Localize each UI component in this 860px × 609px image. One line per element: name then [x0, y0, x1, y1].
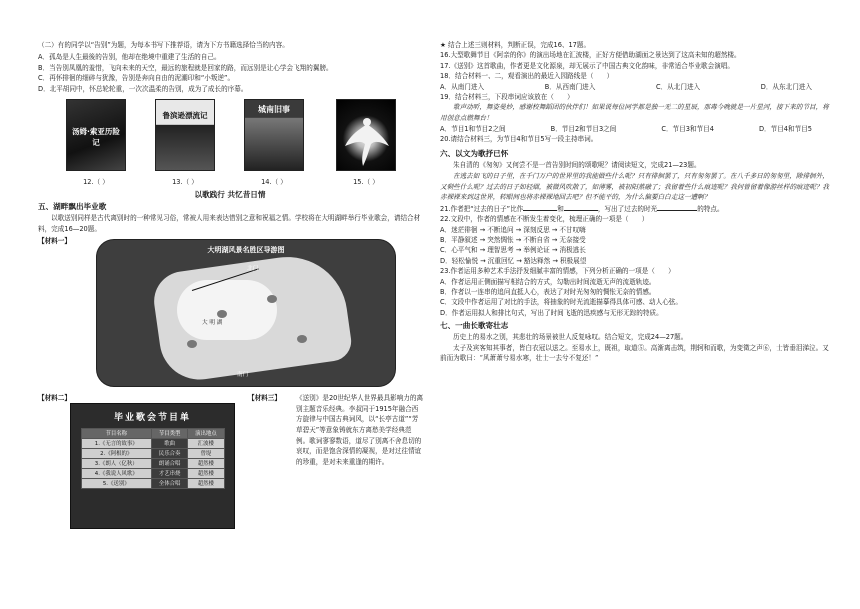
- q21-blank-1[interactable]: [523, 203, 557, 211]
- program-row: [81, 478, 224, 488]
- q19-option-b: B．节目2和节目3之间: [550, 124, 617, 133]
- question-18-options: [440, 82, 832, 92]
- program-header: 演出地点: [188, 428, 224, 438]
- map-island: [187, 340, 197, 348]
- book-cover-robinson: [155, 99, 215, 171]
- map-label-south-gate: 南门: [237, 371, 249, 378]
- q23-option-c: C．文段中作者运用了对比的手法，将抽象的时光流逝描摹得具体可感、动人心弦。: [440, 298, 682, 307]
- cover-title: 城南旧事: [258, 105, 290, 115]
- program-title: 毕业歌会节目单: [113, 412, 191, 423]
- section-7-title: 七、一曲长歌寄壮志: [440, 321, 509, 331]
- question-17: 17.《送别》这首歌曲，作者更是文化源泉，却无展示了中国古典文化韵味，非常适合毕业歌会演唱。: [440, 61, 735, 70]
- materials-2-3: [38, 393, 422, 538]
- program-cell: 汇波楼: [188, 438, 224, 448]
- program-cell: 曾堤: [188, 448, 224, 458]
- star-intro: ★ 结合上述三则材料，判断正误，完成16、17题。: [440, 41, 591, 49]
- map-label-lake: 大 明 湖: [202, 319, 223, 326]
- question-19: 19．结合材料三，下段串词应该放在（ ）: [440, 93, 574, 102]
- map-island: [217, 310, 227, 318]
- cover-title: 鲁滨逊漂流记: [162, 111, 208, 121]
- program-row: [81, 458, 224, 468]
- right-column: [440, 40, 832, 602]
- program-header: 节目类型: [151, 428, 187, 438]
- program-cell: 3.《朗人（亿秋）: [81, 458, 151, 468]
- section-7-intro: 历史上的易水之别，其悲壮的场景被世人反复咏叹。结合短文，完成24—27题。: [453, 333, 688, 342]
- question-20: 20.请结合材料三，为节目4和节目5写一段主持串词。: [440, 135, 598, 144]
- question-21: [440, 203, 832, 214]
- bird-icon: [337, 100, 396, 171]
- material-2-label: 【材料二】: [38, 393, 71, 402]
- program-header: 节目名称: [81, 428, 151, 438]
- option-a: A．孤岛是人生最後的告别，他却在绝境中重建了生活的自己。: [38, 53, 221, 62]
- section-5-title: 五、湖畔飘出毕业歌: [38, 202, 107, 212]
- q21-blank-3[interactable]: [657, 203, 697, 211]
- left-column: [38, 40, 422, 602]
- program-cell: 歌曲: [151, 438, 187, 448]
- program-sheet: [70, 403, 235, 529]
- part-title: 以歌践行 共忆昔日情: [194, 190, 266, 200]
- material-3: [248, 393, 424, 468]
- program-row: [81, 438, 224, 448]
- option-d: D．北平胡同中，怀总轮轮重，一次次温柔的告别，成为了成长的序幕。: [38, 84, 248, 93]
- program-table: [81, 428, 225, 489]
- q22-option-a: A．迷茫徘徊 → 不断追问 → 深刻反思 → 不甘叹嗨: [440, 225, 586, 234]
- book-cover-tom-sawyer: [66, 99, 126, 171]
- q23-option-b: B．作者以一连串的追问直抵人心，表达了对时光匆匆的惆怅无奈的情感。: [440, 288, 656, 297]
- cover-label-14: 14.（ ）: [261, 178, 287, 187]
- section-6-intro: 朱自清的《匆匆》又何尝不是一首告别时间的颂歌呢？请阅读短文，完成21—23题。: [453, 161, 701, 170]
- material-3-label: 【材料三】: [248, 393, 281, 402]
- q18-option-b: B．从西南门进入: [544, 82, 596, 91]
- question-23: 23.作者运用多种艺术手法抒发细腻丰富的情感，下列分析正确的一项是（ ）: [440, 267, 675, 276]
- lake-map: [96, 239, 396, 387]
- option-c: C．再怀排徊的细碎与犹豫，告别是奔向自由的泥潮印和“小叛逆”。: [38, 74, 235, 83]
- cover-label-12: 12.（ ）: [83, 178, 109, 187]
- q21-part: 21.作者把“过去的日子”比作: [440, 204, 524, 213]
- classical-passage: 太子及宾客知其事者，皆白衣冠以送之。至易水上，既祖，取道⑤。高渐离击筑，荆轲和而歌，为变徵之声⑥，士皆垂泪涕泣。又前而为歌曰：“风萧萧兮易水寒，壮士一去兮不复还！”: [440, 343, 829, 363]
- question-19-options: [440, 124, 832, 134]
- q22-option-b: B．平静叙述 → 突然惆怅 → 不断自省 → 无奈接受: [440, 236, 586, 245]
- program-cell: 4.《我说人风歌》: [81, 468, 151, 478]
- material-1-label: 【材料一】: [38, 237, 71, 246]
- program-cell: 超然楼: [188, 458, 224, 468]
- q18-option-a: A．从南门进入: [440, 82, 485, 91]
- program-row: [81, 448, 224, 458]
- q18-option-c: C．从北门进入: [655, 82, 701, 91]
- program-row: [81, 468, 224, 478]
- map-island: [267, 295, 277, 303]
- program-cell: 2.《阿根的》: [81, 448, 151, 458]
- q23-option-d: D．作者运用拟人和排比句式，写出了时间飞逝的迅疾感与无形无踪的特质。: [440, 308, 663, 317]
- q18-option-d: D．从东北门进入: [760, 82, 812, 91]
- section-5-intro: 以歌送别同样是古代离别时的一种常见习俗，常被人用来表达惜别之意和祝福之情。学校将在大明湖畔举行毕业歌会，请结合材料，完成16—20题。: [38, 214, 421, 233]
- q23-option-a: A．作者运用正侧面描写相结合的方式，勾勒出时间流逝无声的流逝轨迹。: [440, 277, 656, 286]
- book-cover-bird: [336, 99, 396, 171]
- book-cover-old-beijing: [244, 99, 304, 171]
- question-16: 16.大型歌舞节目《阿亲的你》的演出场地在汇波楼，正好方便借助湖面之景达到了这高未知的超然楼。: [440, 51, 741, 60]
- q19-option-c: C．节目3和节目4: [661, 124, 714, 133]
- question-22: 22.文段中，作者的情感在不断发生着变化，梳理正确的一项是（ ）: [440, 215, 649, 224]
- program-cell: 超然楼: [188, 478, 224, 488]
- material-3-text: 《送别》是20世纪华人世界最具影响力的离别主题音乐经典。李叔同于1915年融合西方旋律与中国古典词风，以“长亭古道”“芳草碧天”等意象铸就东方离愁美学经典范例。歌词寥寥数语，道尽了别离不舍息切的哀叹，而是饱含深情的凝视，是对过往情谊的珍重，是对未来重逢的期许。: [296, 394, 424, 466]
- q22-option-d: D．轻松愉悦 → 沉重回忆 → 豁达释然 → 积极展望: [440, 256, 587, 265]
- q19-option-d: D．节目4和节目5: [758, 124, 812, 133]
- passage-cong-cong: 在逃去如飞的日子里，在千门万户的世界里的我能做些什么呢？只有徘徊罢了，只有匆匆罢了。在八千多日的匆匆里，除徘徊外，又剩些什么呢？过去的日子如轻烟，被微风吹散了，如薄雾，被初阳蒸融了；我留着些什么痕迹呢？我何曾留着像游丝样的痕迹呢？我赤裸裸来到这世界，转眼间也将赤裸裸地回去吧？但不能平的，为什么偏要白白走这一遭啊？: [440, 172, 830, 202]
- q21-part: ，写出了过去的时光: [597, 204, 658, 213]
- q21-part: 的特点。: [697, 204, 724, 213]
- cover-label-15: 15.（ ）: [353, 178, 379, 187]
- program-cell: 1.《无言的故事》: [81, 438, 151, 448]
- cover-label-13: 13.（ ）: [172, 178, 198, 187]
- option-b: B．当告别凤凰的羞惜，飞向未来的天空，最远的旅程就是回家的路，而远别是让心学会飞翔的翼膀。: [38, 63, 333, 72]
- program-cell: 5.《送别》: [81, 478, 151, 488]
- question-18: 18．结合材料一、二，观看演出的最近入园路线是（ ）: [440, 72, 614, 81]
- q19-option-a: A．节目1和节目2之间: [440, 124, 506, 133]
- q21-blank-2[interactable]: [564, 203, 598, 211]
- program-cell: 才艺串烧: [151, 468, 187, 478]
- q21-part: 和: [557, 204, 564, 213]
- cover-title: 汤姆·索亚历险记: [72, 127, 120, 148]
- map-label-north-gate: 北门: [247, 265, 259, 272]
- map-water: [177, 280, 277, 340]
- question-intro: （二）有的同学以“告别”为题，为每本书写下推荐语，请为下方书籍选择恰当的内容。: [38, 41, 289, 49]
- section-6-title: 六、以文为歌抒已怀: [440, 149, 509, 159]
- program-cell: 朗诵合唱: [151, 458, 187, 468]
- book-covers: [38, 99, 422, 191]
- map-island: [297, 335, 307, 343]
- program-cell: 民乐合奏: [151, 448, 187, 458]
- q22-option-c: C．心平气和 → 理智思考 → 举例论证 → 消极逃长: [440, 246, 586, 255]
- map-title: 大明湖风景名胜区导游图: [207, 245, 285, 254]
- question-19-text: 歌声动听，舞姿曼妙，感谢校舞蹈团的伙伴们！如果说每位同学都是独一无二的星辰，那毒今晚就是一片星河，接下来的节目，将用创意点燃舞台！: [440, 103, 829, 123]
- program-cell: 全体合唱: [151, 478, 187, 488]
- program-cell: 超然楼: [188, 468, 224, 478]
